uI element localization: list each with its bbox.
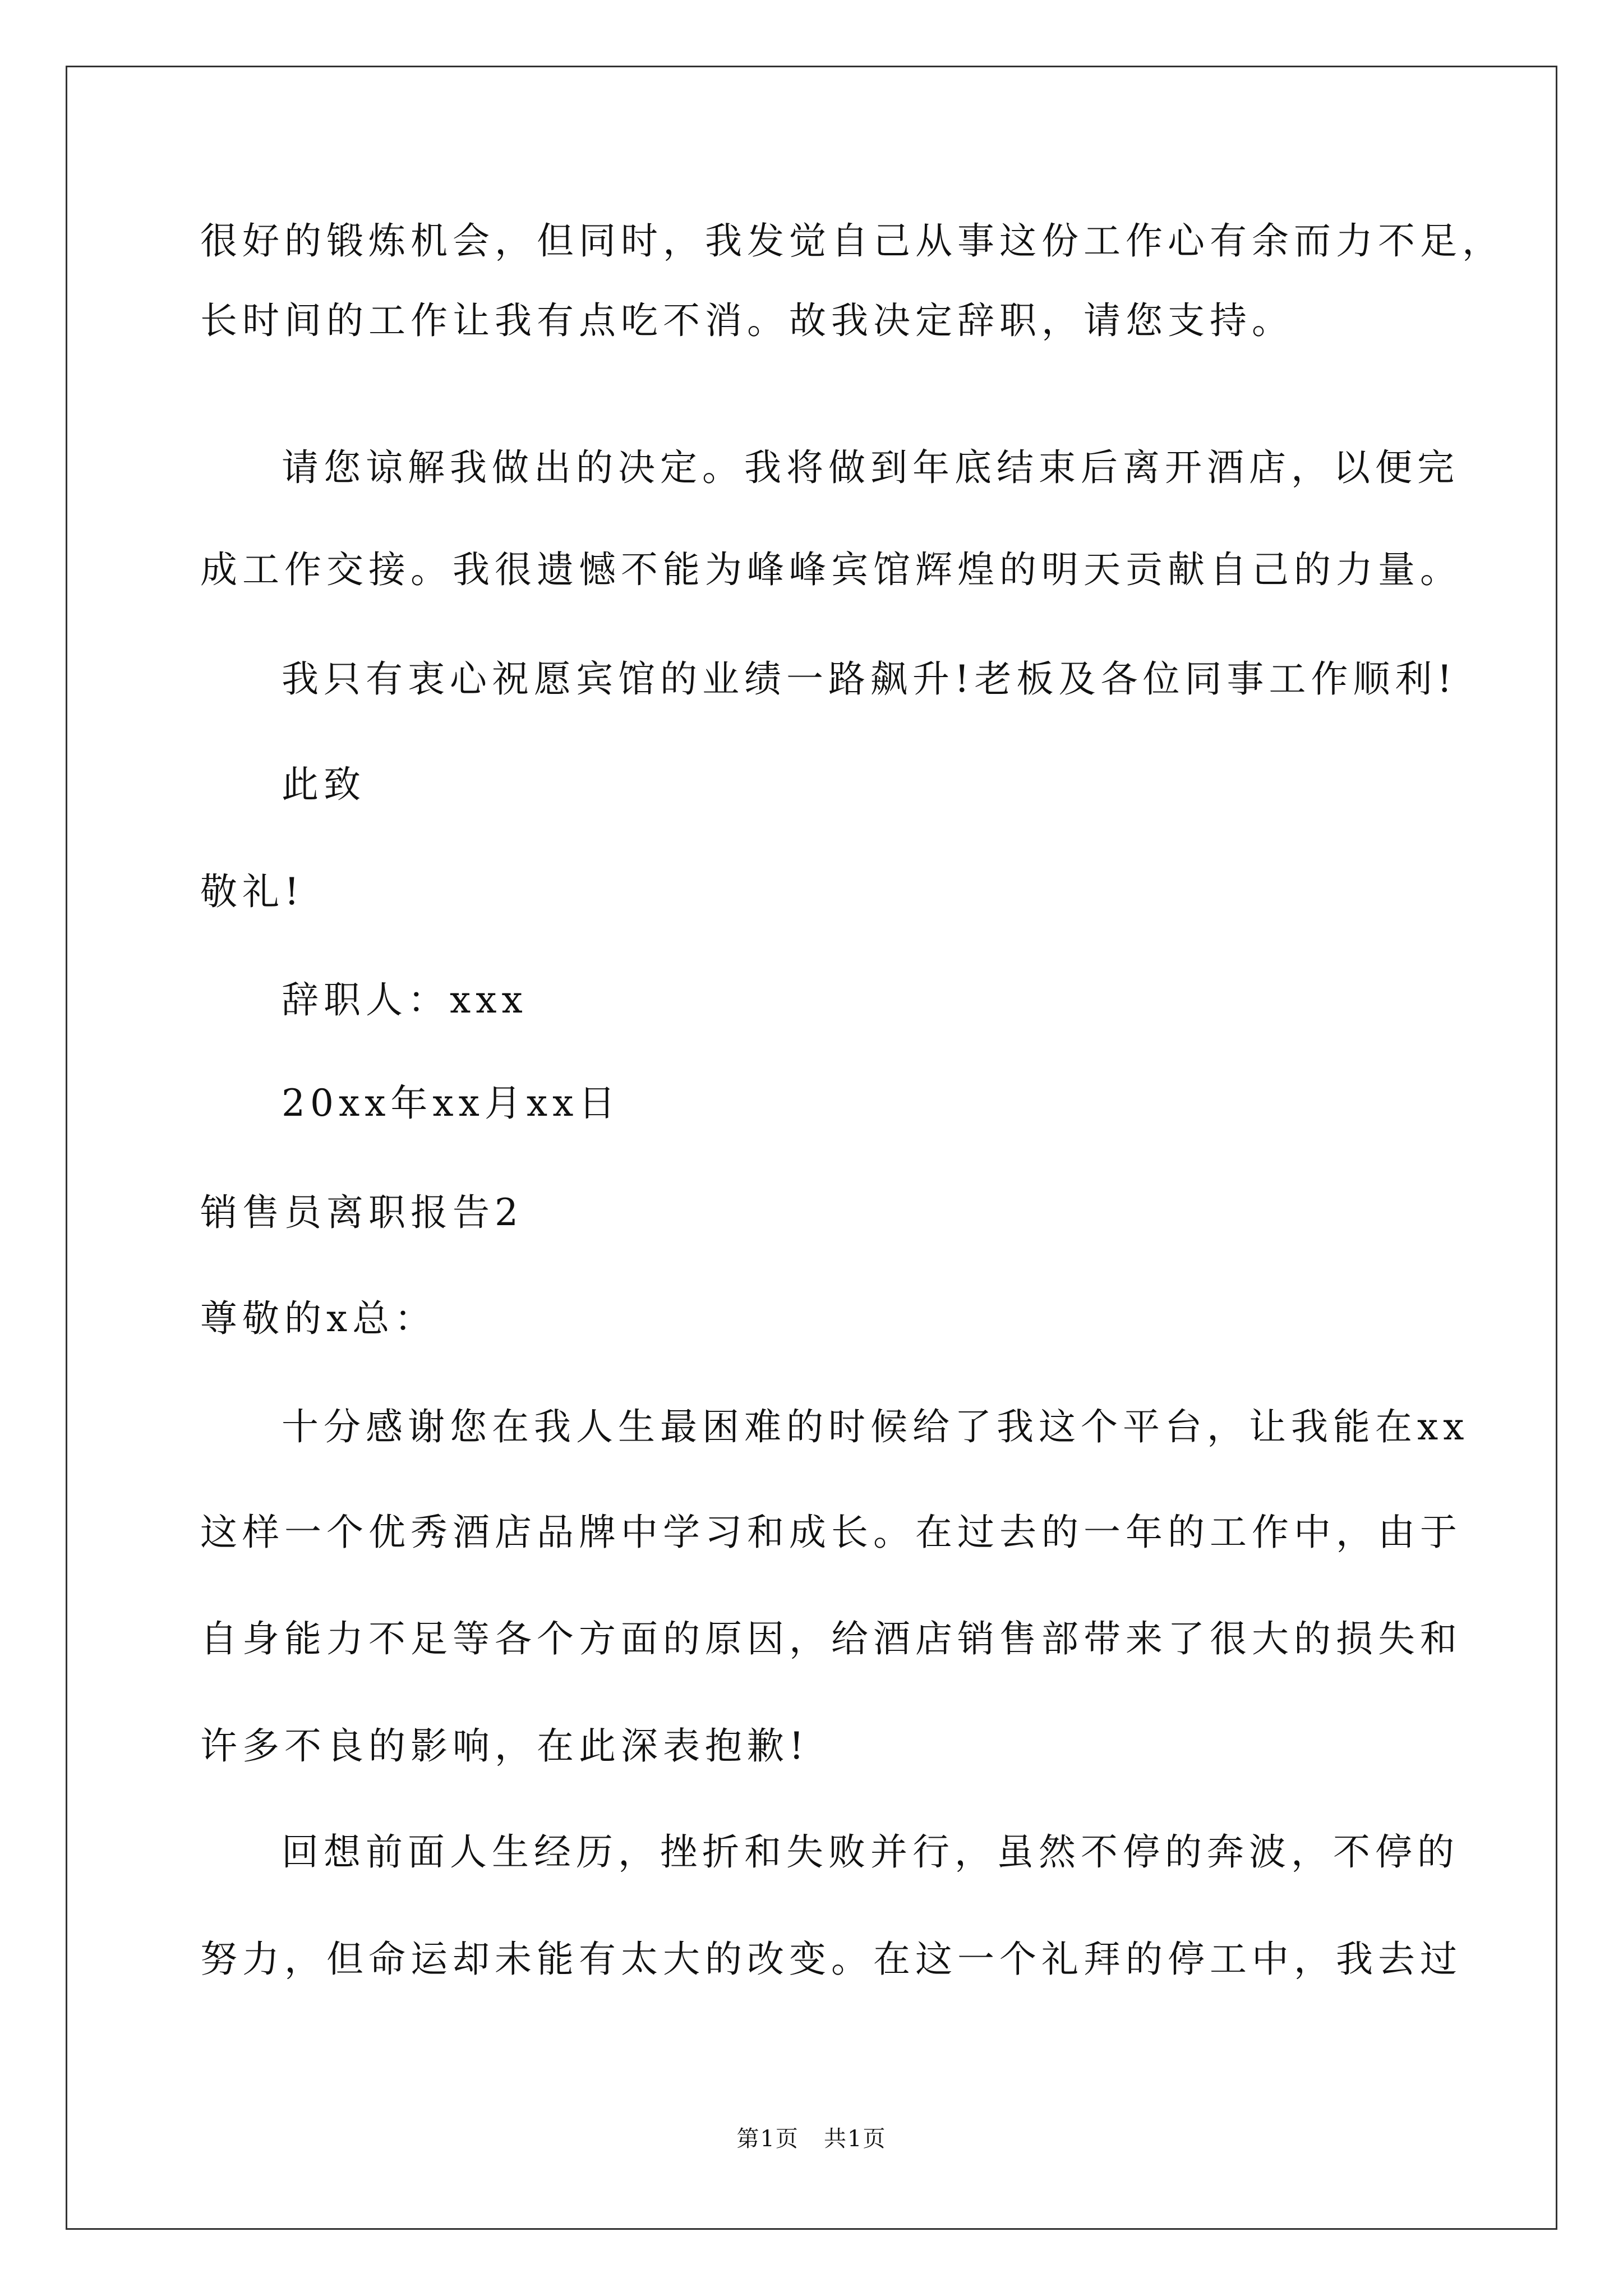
body-line-16: 回想前面人生经历，挫折和失败并行，虽然不停的奔波，不停的: [282, 1830, 1459, 1874]
body-line-4: 成工作交接。我很遗憾不能为峰峰宾馆辉煌的明天贡献自己的力量。: [200, 548, 1462, 591]
body-line-1: 很好的锻炼机会，但同时，我发觉自己从事这份工作心有余而力不足，: [200, 219, 1504, 263]
page-footer: 第1页 共1页: [736, 2126, 887, 2152]
body-line-5: 我只有衷心祝愿宾馆的业绩一路飙升!老板及各位同事工作顺利!: [282, 657, 1458, 701]
greeting: 尊敬的x总：: [200, 1297, 437, 1340]
section-title: 销售员离职报告2: [200, 1191, 523, 1234]
body-line-12: 十分感谢您在我人生最困难的时候给了我这个平台，让我能在xx: [282, 1405, 1469, 1448]
body-line-13: 这样一个优秀酒店品牌中学习和成长。在过去的一年的工作中，由于: [200, 1511, 1462, 1554]
page-border: [66, 66, 1557, 2230]
body-line-3: 请您谅解我做出的决定。我将做到年底结束后离开酒店，以便完: [282, 446, 1459, 489]
closing-salutation: 此致: [282, 763, 366, 806]
signature-name: 辞职人：xxx: [282, 978, 528, 1022]
body-line-2: 长时间的工作让我有点吃不消。故我决定辞职，请您支持。: [200, 299, 1294, 342]
closing-regards: 敬礼!: [200, 870, 305, 913]
body-line-15: 许多不良的影响，在此深表抱歉!: [200, 1724, 809, 1768]
body-line-17: 努力，但命运却未能有太大的改变。在这一个礼拜的停工中，我去过: [200, 1938, 1462, 1981]
body-line-14: 自身能力不足等各个方面的原因，给酒店销售部带来了很大的损失和: [200, 1617, 1462, 1660]
signature-date: 20xx年xx月xx日: [282, 1082, 621, 1125]
